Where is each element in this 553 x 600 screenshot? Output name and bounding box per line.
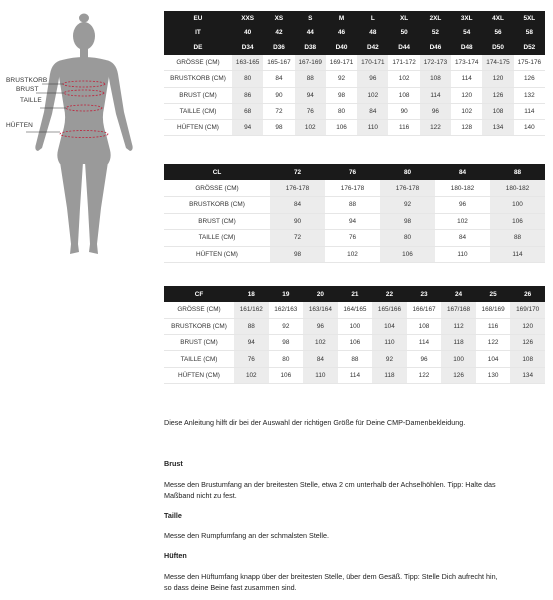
eu-header-cell: D48 (451, 40, 482, 55)
eu-cell: 94 (295, 87, 326, 103)
cf-cell: 161/162 (234, 302, 269, 318)
eu-cell: 108 (398, 91, 410, 99)
size-table-cl-body (164, 180, 545, 263)
label-hueften: HÜFTEN (6, 122, 33, 129)
cl-row-label: HÜFTEN (CM) (196, 250, 238, 258)
eu-cell: 72 (275, 108, 283, 116)
eu-header-label: DE (164, 40, 232, 55)
eu-cell: 114 (461, 75, 472, 83)
cf-row-label: BRUST (CM) (180, 339, 218, 347)
eu-cell: 106 (336, 124, 347, 132)
eu-cell: 173-174 (454, 58, 479, 66)
label-brustkorb: BRUSTKORB (6, 77, 48, 84)
eu-cell: 122 (420, 120, 451, 136)
eu-row-label: HÜFTEN (CM) (177, 124, 219, 132)
cf-cell: 92 (282, 322, 290, 330)
taille-text: Messe den Rumpfumfang an der schmalsten Stelle. (164, 531, 329, 540)
eu-header-cell: D52 (514, 40, 545, 55)
eu-cell: 68 (232, 103, 263, 119)
cf-cell: 122 (418, 371, 430, 379)
size-table-cf (164, 286, 545, 384)
cf-cell: 162/163 (274, 306, 298, 314)
cf-header-cell: 22 (372, 286, 407, 302)
eu-cell: 84 (275, 75, 283, 83)
eu-header-cell: D38 (295, 40, 326, 55)
eu-header-cell: 58 (514, 26, 545, 41)
cf-cell: 164/165 (343, 306, 367, 314)
brust-heading: Brust (164, 459, 183, 468)
eu-cell: 108 (482, 103, 513, 119)
table-row (164, 335, 545, 351)
cf-cell: 168/169 (481, 306, 505, 314)
eu-cell: 134 (482, 120, 513, 136)
size-table-eu-header (164, 11, 545, 55)
eu-cell: 102 (295, 120, 326, 136)
eu-header-cell: D36 (263, 40, 294, 55)
cl-header-cell: 88 (490, 164, 545, 180)
eu-cell: 171-172 (392, 58, 416, 66)
eu-header-cell: 4XL (482, 11, 513, 26)
eu-header-cell: 3XL (451, 11, 482, 26)
cf-cell: 96 (303, 318, 338, 334)
cl-row-label: TAILLE (CM) (198, 234, 236, 242)
eu-header-cell: 5XL (514, 11, 545, 26)
eu-cell: 92 (337, 75, 346, 83)
table-row (164, 55, 545, 71)
cf-cell: 134 (510, 367, 545, 383)
cl-cell: 180-182 (490, 180, 545, 197)
eu-cell: 172-173 (420, 55, 451, 71)
cf-header-cell: 20 (303, 286, 338, 302)
eu-row-label: BRUSTKORB (CM) (170, 75, 226, 83)
eu-header-cell: D46 (420, 40, 451, 55)
table-row (164, 230, 545, 247)
eu-header-cell: D44 (388, 40, 419, 55)
table-row (164, 120, 545, 136)
eu-header-cell: XL (388, 11, 419, 26)
table-row (164, 367, 545, 383)
eu-header-cell: 40 (232, 26, 263, 41)
cf-cell: 166/167 (412, 306, 436, 314)
cf-cell: 130 (487, 371, 499, 379)
eu-header-cell: 48 (357, 26, 388, 41)
eu-cell: 88 (295, 71, 326, 87)
cl-row-label: BRUST (CM) (198, 217, 236, 225)
cf-header-cell: 25 (476, 286, 511, 302)
table-row (164, 213, 545, 230)
table-row (164, 71, 545, 87)
eu-header-cell: M (326, 11, 357, 26)
cl-cell: 88 (490, 230, 545, 247)
cl-header-cell: 80 (380, 164, 435, 180)
cf-cell: 88 (351, 355, 359, 363)
size-table-eu (164, 11, 545, 136)
cl-cell: 96 (458, 201, 467, 209)
eu-header-cell: L (357, 11, 388, 26)
eu-header-cell: 56 (482, 26, 513, 41)
label-brust: BRUST (16, 86, 39, 93)
size-table-cl-header (164, 164, 545, 180)
eu-cell: 90 (275, 91, 283, 99)
hueften-text-line-2: so dass deine Beine fast zusammen sind. (164, 583, 297, 592)
cl-header-cell: 76 (325, 164, 380, 180)
eu-header-cell: D40 (326, 40, 357, 55)
body-silhouette (0, 8, 160, 258)
cf-cell: 88 (234, 318, 269, 334)
table-row (164, 197, 545, 214)
eu-header-label: EU (164, 11, 232, 26)
cf-cell: 96 (420, 355, 428, 363)
eu-cell: 76 (295, 103, 326, 119)
cf-cell: 167/168 (441, 302, 476, 318)
eu-row-label: BRUST (CM) (179, 91, 217, 99)
eu-cell: 98 (337, 91, 346, 99)
cf-cell: 120 (510, 318, 545, 334)
cl-cell: 106 (490, 213, 545, 230)
cf-cell: 114 (349, 371, 360, 379)
brust-text-line-1: Messe den Brustumfang an der breitesten Stelle, etwa 2 cm unterhalb der Achselhöhlen. Tipp: Halte das (164, 480, 496, 489)
cl-cell: 80 (380, 230, 435, 247)
brust-text-line-2: Maßband nicht zu fest. (164, 491, 237, 500)
eu-header-cell: 50 (388, 26, 419, 41)
cf-cell: 104 (487, 355, 499, 363)
eu-cell: 167-169 (295, 55, 326, 71)
eu-header-cell: 2XL (420, 11, 451, 26)
cf-cell: 114 (418, 339, 430, 347)
eu-cell: 116 (399, 124, 410, 132)
cf-header-cell: 26 (510, 286, 545, 302)
cl-cell: 76 (348, 234, 357, 242)
eu-cell: 175-176 (517, 58, 542, 66)
eu-header-row (164, 26, 545, 41)
cf-cell: 110 (372, 335, 407, 351)
eu-header-label: IT (164, 26, 232, 41)
cl-cell: 100 (490, 197, 545, 214)
table-row (164, 351, 545, 367)
table-row (164, 180, 545, 197)
cf-cell: 169/170 (510, 302, 545, 318)
body-figure (0, 8, 160, 258)
cf-cell: 126 (510, 335, 545, 351)
table-row (164, 103, 545, 119)
cl-row-label: GRÖSSE (CM) (195, 184, 239, 192)
eu-cell: 80 (337, 108, 346, 116)
cf-cell: 108 (510, 351, 545, 367)
eu-header-cell: 44 (295, 26, 326, 41)
cf-header-cell: 23 (407, 286, 442, 302)
cl-cell: 92 (380, 197, 435, 214)
cl-cell: 84 (270, 197, 325, 214)
cl-cell: 106 (380, 246, 435, 263)
cf-cell: 94 (234, 335, 269, 351)
eu-row-label: TAILLE (CM) (179, 108, 217, 116)
hueften-heading: Hüften (164, 551, 187, 560)
eu-cell: 90 (400, 108, 408, 116)
cf-row-label: GRÖSSE (CM) (177, 306, 221, 314)
cl-cell: 176-178 (340, 184, 365, 192)
size-table-cf-header (164, 286, 545, 302)
cl-cell: 94 (348, 217, 357, 225)
eu-header-row (164, 40, 545, 55)
cf-cell: 108 (418, 322, 430, 330)
cf-cell: 106 (349, 339, 361, 347)
eu-cell: 120 (461, 91, 473, 99)
size-table-eu-body (164, 55, 545, 136)
cf-header-cell: 24 (441, 286, 476, 302)
eu-header-cell: 42 (263, 26, 294, 41)
eu-cell: 170-171 (357, 55, 388, 71)
cf-cell: 102 (234, 367, 269, 383)
cf-cell: 165/166 (372, 302, 407, 318)
cf-cell: 126 (441, 367, 476, 383)
cf-cell: 106 (280, 371, 292, 379)
eu-cell: 96 (357, 71, 388, 87)
eu-header-cell: D34 (232, 40, 263, 55)
cf-cell: 102 (303, 335, 338, 351)
cl-cell: 84 (458, 234, 467, 242)
table-row (164, 302, 545, 318)
table-row (164, 87, 545, 103)
eu-cell: 126 (482, 87, 513, 103)
table-row (164, 246, 545, 263)
cf-row-label: HÜFTEN (CM) (178, 371, 220, 379)
cl-cell: 176-178 (380, 180, 435, 197)
size-table-cf-body (164, 302, 545, 383)
cl-cell: 88 (348, 201, 357, 209)
eu-header-cell: 46 (326, 26, 357, 41)
eu-cell: 163-165 (232, 55, 263, 71)
cf-header-cell: 21 (338, 286, 373, 302)
cl-cell: 114 (490, 246, 545, 263)
eu-cell: 126 (524, 75, 535, 83)
cl-cell: 72 (270, 230, 325, 247)
cf-cell: 76 (234, 351, 269, 367)
eu-header-cell: D50 (482, 40, 513, 55)
size-table-cl (164, 164, 545, 263)
eu-header-cell: D42 (357, 40, 388, 55)
eu-cell: 165-167 (267, 58, 291, 66)
cf-cell: 122 (487, 339, 499, 347)
eu-header-cell: S (295, 11, 326, 26)
cl-cell: 102 (347, 250, 358, 258)
cf-row-label: TAILLE (CM) (180, 355, 218, 363)
eu-header-cell: XS (263, 11, 294, 26)
eu-cell: 98 (275, 124, 283, 132)
eu-cell: 102 (398, 75, 410, 83)
cl-cell: 110 (457, 250, 468, 258)
eu-cell: 102 (461, 108, 473, 116)
eu-cell: 108 (420, 71, 451, 87)
eu-header-cell: XXS (232, 11, 263, 26)
cf-row-label: BRUSTKORB (CM) (171, 322, 227, 330)
cl-cell: 90 (270, 213, 325, 230)
cf-header-label: CF (164, 286, 234, 302)
table-row (164, 318, 545, 334)
cl-header-cell: 84 (435, 164, 490, 180)
cf-cell: 80 (282, 355, 290, 363)
eu-cell: 102 (357, 87, 388, 103)
cf-cell: 163/164 (303, 302, 338, 318)
eu-cell: 86 (232, 87, 263, 103)
cl-header-cell: 72 (270, 164, 325, 180)
cl-cell: 98 (380, 213, 435, 230)
cf-cell: 104 (372, 318, 407, 334)
cl-cell: 180-182 (450, 184, 475, 192)
eu-cell: 114 (420, 87, 451, 103)
cf-cell: 92 (372, 351, 407, 367)
eu-cell: 114 (524, 108, 535, 116)
intro-text: Diese Anleitung hilft dir bei der Auswahl der richtigen Größe für Deine CMP-Damenbekleidung. (164, 418, 466, 427)
label-taille: TAILLE (20, 97, 42, 104)
cf-header-cell: 18 (234, 286, 269, 302)
eu-cell: 84 (357, 103, 388, 119)
cf-cell: 100 (441, 351, 476, 367)
eu-cell: 94 (232, 120, 263, 136)
cl-cell: 98 (270, 246, 325, 263)
cl-cell: 102 (457, 217, 468, 225)
cf-cell: 116 (488, 322, 499, 330)
cf-cell: 118 (441, 335, 476, 351)
eu-cell: 140 (524, 124, 535, 132)
cl-cell: 176-178 (270, 180, 325, 197)
eu-cell: 174-175 (482, 55, 513, 71)
cl-header-row (164, 164, 545, 180)
cf-cell: 84 (303, 351, 338, 367)
cf-cell: 100 (349, 322, 361, 330)
eu-header-cell: 54 (451, 26, 482, 41)
hueften-text-line-1: Messe den Hüftumfang knapp über der breitesten Stelle, über dem Gesäß. Tipp: Stelle Dich aufrecht hin, (164, 572, 498, 581)
eu-cell: 169-171 (329, 58, 354, 66)
cf-cell: 98 (282, 339, 290, 347)
cf-cell: 118 (372, 367, 407, 383)
taille-heading: Taille (164, 511, 182, 520)
eu-cell: 128 (461, 124, 473, 132)
cf-cell: 112 (441, 318, 476, 334)
eu-row-label: GRÖSSE (CM) (176, 58, 220, 66)
eu-header-cell: 52 (420, 26, 451, 41)
eu-header-row (164, 11, 545, 26)
eu-cell: 80 (232, 71, 263, 87)
eu-cell: 96 (420, 103, 451, 119)
cf-header-row (164, 286, 545, 302)
eu-cell: 120 (482, 71, 513, 87)
cf-header-cell: 19 (269, 286, 304, 302)
cl-row-label: BRUSTKORB (CM) (189, 201, 245, 209)
eu-cell: 132 (524, 91, 535, 99)
cf-cell: 110 (303, 367, 338, 383)
eu-cell: 110 (357, 120, 388, 136)
cl-header-label: CL (164, 164, 270, 180)
